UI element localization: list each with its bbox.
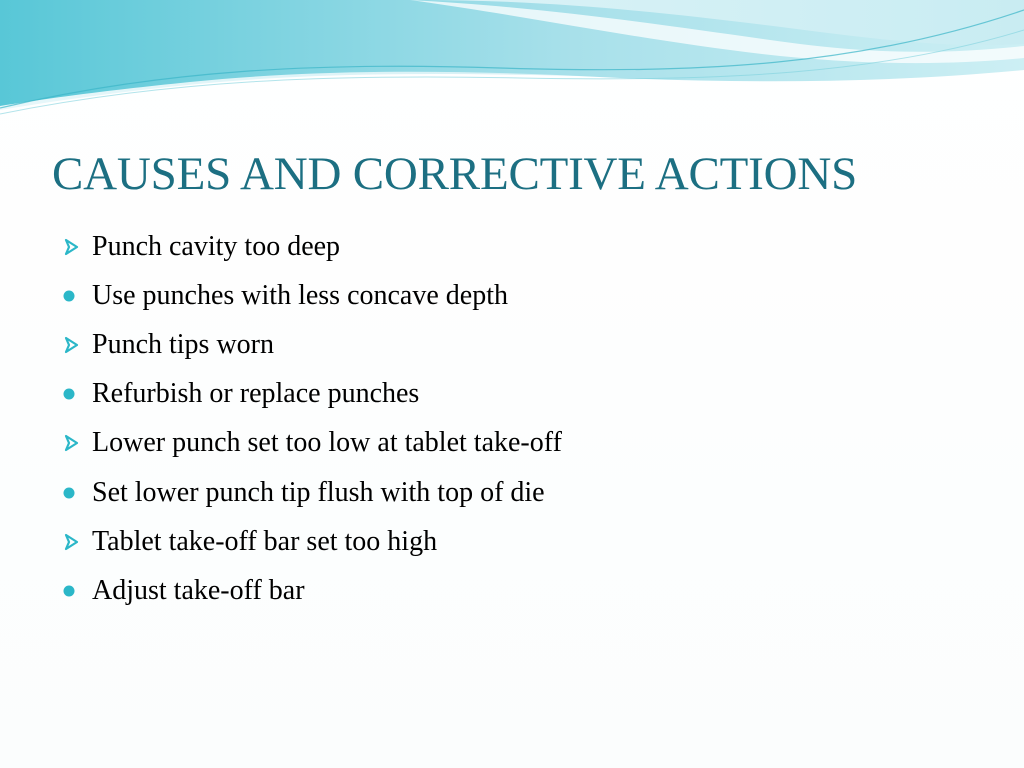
bullet-item	[62, 566, 962, 615]
bullet-text: Tablet take-off bar set too high	[92, 525, 438, 557]
arrow-bullet-icon	[62, 433, 92, 453]
bullet-list	[62, 222, 962, 616]
header-wave-decoration	[0, 0, 1024, 130]
bullet-item	[62, 517, 962, 566]
bullet-item	[62, 370, 962, 419]
bullet-item	[62, 320, 962, 369]
bullet-item	[62, 468, 962, 517]
arrow-bullet-icon	[62, 532, 92, 552]
bullet-item	[62, 222, 962, 271]
bullet-text: Punch cavity too deep	[92, 230, 341, 262]
dot-bullet-icon	[62, 289, 92, 303]
bullet-text: Refurbish or replace punches	[92, 378, 420, 410]
bullet-text: Set lower punch tip flush with top of die	[92, 476, 545, 508]
bullet-text: Use punches with less concave depth	[92, 279, 508, 311]
bullet-text: Adjust take-off bar	[92, 574, 305, 606]
arrow-bullet-icon	[62, 335, 92, 355]
bullet-item	[62, 419, 962, 468]
bullet-text: Lower punch set too low at tablet take-off	[92, 427, 562, 459]
dot-bullet-icon	[62, 584, 92, 598]
dot-bullet-icon	[62, 486, 92, 500]
arrow-bullet-icon	[62, 237, 92, 257]
bullet-item	[62, 271, 962, 320]
slide-title: CAUSES AND CORRECTIVE ACTIONS	[52, 148, 858, 200]
bullet-text: Punch tips worn	[92, 328, 274, 360]
dot-bullet-icon	[62, 387, 92, 401]
